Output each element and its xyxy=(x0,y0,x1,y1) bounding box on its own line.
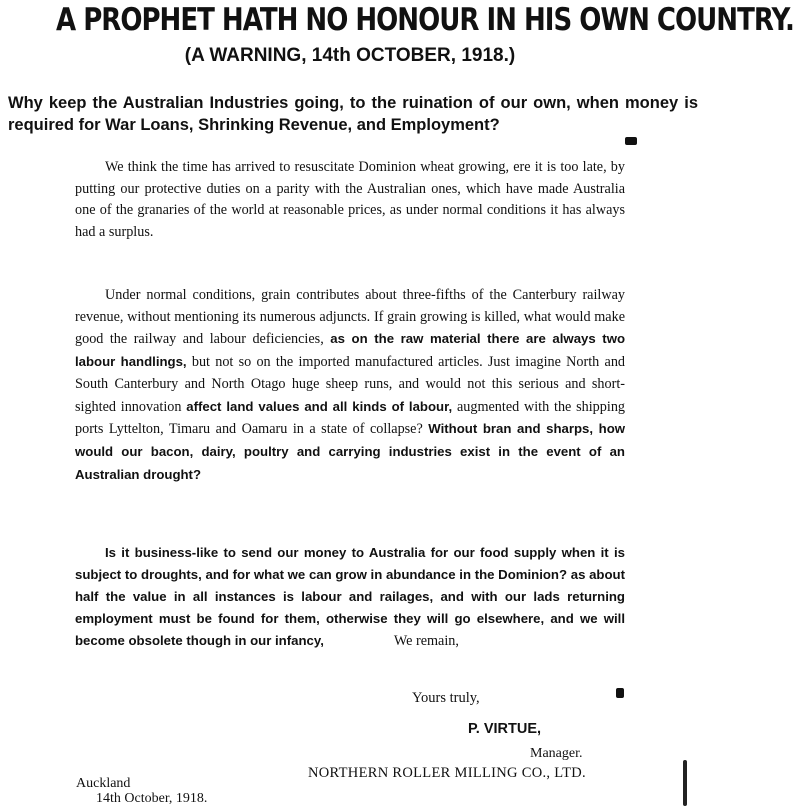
paragraph2-part3: but not so on the imported manufactured articles. Just imagine North and South Canterbury and North Otago huge sheep runs, and would not this serious and short-sighted innovation xyxy=(75,354,626,415)
paragraph-business-like xyxy=(75,542,625,652)
paragraph2-part1: Under normal conditions, grain contributes about three-fifths of the Canterbury railway revenue, without mentioning its numerous adjuncts. If grain growing is killed, what would make good the railway and labour deficiencies, xyxy=(75,287,625,348)
date: 14th October, 1918. xyxy=(96,791,208,806)
paragraph2-part4-bold: affect land values and all kinds of labour, xyxy=(186,398,453,414)
paragraph-railway-revenue xyxy=(75,285,625,486)
paragraph2-part6-bold: Without bran and sharps, how would our bacon, dairy, poultry and carrying industries exist in the event of an Australian drought? xyxy=(75,421,626,482)
subheadline: (A WARNING, 14th OCTOBER, 1918.) xyxy=(184,45,516,66)
paragraph3-text: Is it business-like to send our money to Australia for our food supply when it is subject to droughts, and for what we can grow in abundance in the Dominion? as about half the value in all instances is labour and railages, and with our lads returning employment must be found for them, otherwise they will go elsewhere, and we will become obsolete though in our infancy, xyxy=(75,545,625,648)
paragraph2-part2-bold: as on the raw material there are always two labour handlings, xyxy=(75,331,626,370)
paragraph2-part5: augmented with the shipping ports Lyttelton, Timaru and Oamaru in a state of collapse? xyxy=(75,398,626,438)
closing-remain: We remain, xyxy=(393,633,459,649)
company-name: NORTHERN ROLLER MILLING CO., LTD. xyxy=(308,765,586,781)
ink-blot-decoration xyxy=(625,137,637,145)
signer-title: Manager. xyxy=(530,746,583,761)
headline: A PROPHET HATH NO HONOUR IN HIS OWN COUNTRY. xyxy=(56,2,794,38)
ink-blot-decoration xyxy=(616,688,624,698)
closing-yours-truly: Yours truly, xyxy=(412,690,480,706)
question-heading: Why keep the Australian Industries going, to the ruination of our own, when money is required for War Loans, Shrinking Revenue, and Employment? xyxy=(8,94,698,134)
ink-blot-decoration xyxy=(683,760,687,806)
signer-name: P. VIRTUE, xyxy=(468,721,542,737)
place: Auckland xyxy=(76,776,131,791)
paragraph-wheat-growing: We think the time has arrived to resuscitate Dominion wheat growing, ere it is too late, by putting our protective duties on a parity with the Australian ones, which have made Australia one of the granaries of the world at reasonable prices, as under normal conditions it has always had a surplus. xyxy=(75,159,625,241)
